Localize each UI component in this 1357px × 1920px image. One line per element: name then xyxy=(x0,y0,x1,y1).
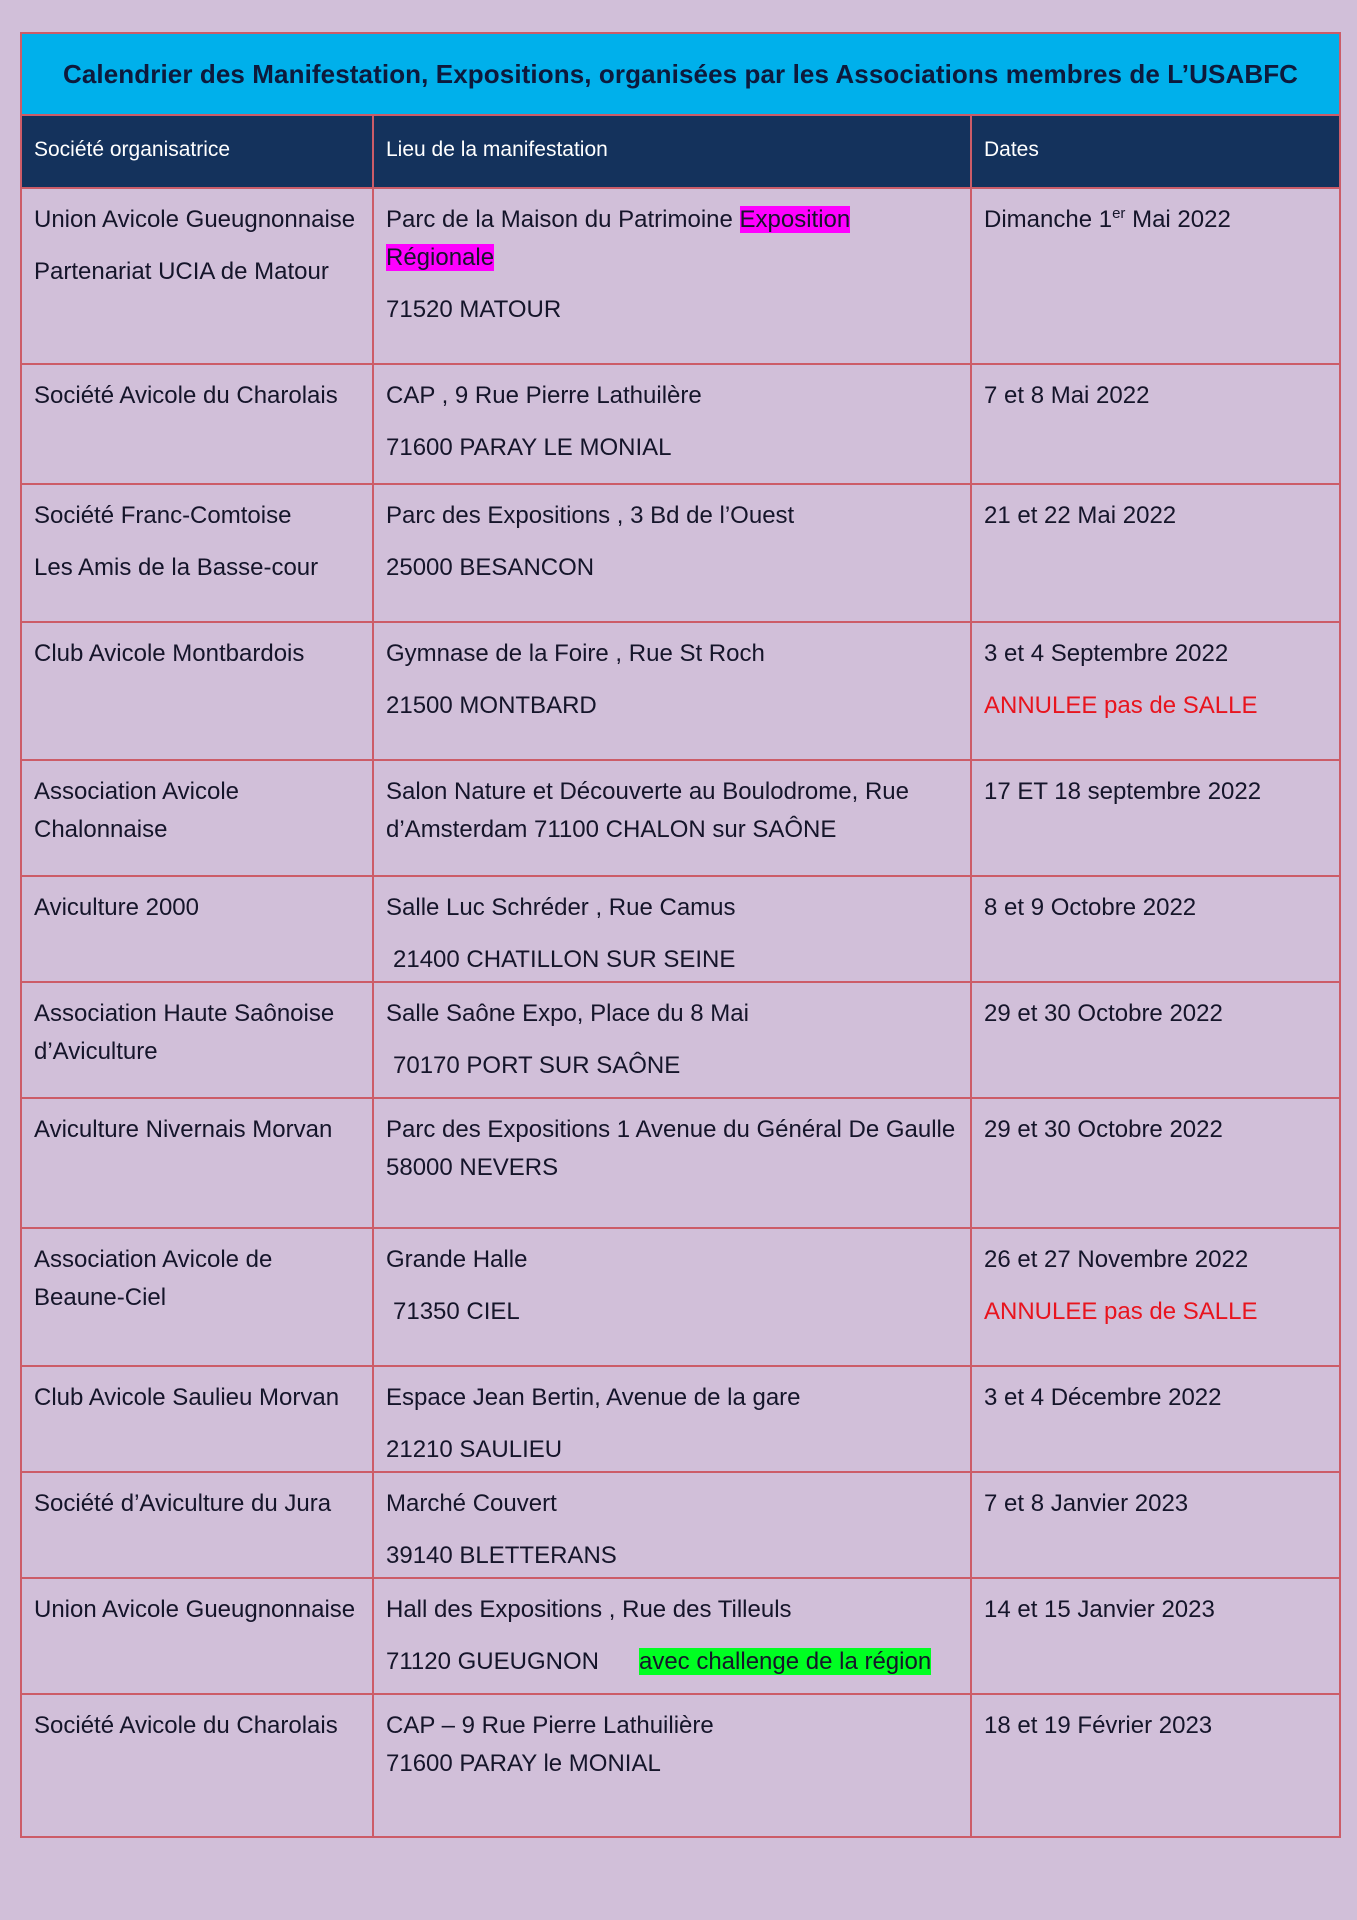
cell-date xyxy=(971,1366,1339,1472)
society-name: Union Avicole Gueugnonnaise xyxy=(34,1596,356,1623)
date-text: Dimanche 1 xyxy=(984,206,1113,233)
cell-society xyxy=(22,1472,373,1578)
cell-place xyxy=(373,1578,971,1694)
place-address: Parc des Expositions , 3 Bd de l’Ouest xyxy=(386,502,795,529)
cell-society xyxy=(22,876,373,982)
place-postcode: 71600 PARAY le MONIAL xyxy=(386,1750,661,1777)
events-table xyxy=(22,116,1339,1836)
table-header-row xyxy=(22,116,1339,188)
cell-date xyxy=(971,982,1339,1098)
place-address: Hall des Expositions , Rue des Tilleuls xyxy=(386,1596,792,1623)
cell-place xyxy=(373,1228,971,1366)
place-postcode: 71350 CIEL xyxy=(393,1298,520,1325)
cell-date xyxy=(971,1578,1339,1694)
cell-date xyxy=(971,364,1339,484)
cell-date xyxy=(971,622,1339,760)
society-name: Société Avicole du Charolais xyxy=(34,382,338,409)
cell-place xyxy=(373,622,971,760)
cell-place xyxy=(373,1098,971,1228)
society-name: Société Franc-Comtoise xyxy=(34,502,292,529)
date-text: 17 ET 18 septembre 2022 xyxy=(984,778,1262,805)
date-text: 14 et 15 Janvier 2023 xyxy=(984,1596,1215,1623)
header-society: Société organisatrice xyxy=(22,116,373,188)
date-text: 7 et 8 Janvier 2023 xyxy=(984,1490,1189,1517)
table-row xyxy=(22,1472,1339,1578)
table-row xyxy=(22,484,1339,622)
society-name: Union Avicole Gueugnonnaise xyxy=(34,206,356,233)
date-text: 8 et 9 Octobre 2022 xyxy=(984,894,1197,921)
place-postcode: 21400 CHATILLON SUR SEINE xyxy=(393,946,736,973)
date-ordinal: er xyxy=(1112,205,1126,222)
cell-date xyxy=(971,876,1339,982)
cell-place xyxy=(373,484,971,622)
table-row xyxy=(22,364,1339,484)
place-address: CAP , 9 Rue Pierre Lathuilère xyxy=(386,382,702,409)
place-highlight: avec challenge de la région xyxy=(638,1648,932,1675)
place-postcode: 25000 BESANCON xyxy=(386,554,595,581)
cell-place xyxy=(373,1366,971,1472)
cell-society xyxy=(22,1366,373,1472)
place-postcode: 39140 BLETTERANS xyxy=(386,1542,617,1569)
place-highlight: Exposition Régionale xyxy=(386,206,851,271)
cell-place xyxy=(373,1472,971,1578)
cancelled-status: ANNULEE pas de SALLE xyxy=(984,692,1258,719)
cell-society xyxy=(22,188,373,364)
table-row xyxy=(22,1366,1339,1472)
table-row xyxy=(22,188,1339,364)
society-name: Aviculture 2000 xyxy=(34,894,199,921)
place-postcode: 70170 PORT SUR SAÔNE xyxy=(393,1052,681,1079)
cell-society xyxy=(22,982,373,1098)
cell-date xyxy=(971,760,1339,876)
society-name: Association Avicole Chalonnaise xyxy=(34,778,240,843)
place-address: Salle Saône Expo, Place du 8 Mai xyxy=(386,1000,749,1027)
calendar-document xyxy=(20,32,1341,1838)
cell-date xyxy=(971,1694,1339,1836)
cell-society xyxy=(22,484,373,622)
date-text: 26 et 27 Novembre 2022 xyxy=(984,1246,1249,1273)
place-address: Salon Nature et Découverte au Boulodrome, Rue d’Amsterdam 71100 CHALON sur SAÔNE xyxy=(386,778,909,843)
cell-place xyxy=(373,982,971,1098)
page-title: Calendrier des Manifestation, Expositions, organisées par les Associations membres de L’USABFC xyxy=(62,58,1299,89)
cell-society xyxy=(22,622,373,760)
society-name: Aviculture Nivernais Morvan xyxy=(34,1116,333,1143)
society-name: Société Avicole du Charolais xyxy=(34,1712,338,1739)
place-address: CAP – 9 Rue Pierre Lathuilière xyxy=(386,1712,714,1739)
society-name: Association Haute Saônoise d’Aviculture xyxy=(34,1000,335,1065)
place-text: Parc de la Maison du Patrimoine xyxy=(386,206,740,233)
date-text: 7 et 8 Mai 2022 xyxy=(984,382,1150,409)
society-partner: Partenariat UCIA de Matour xyxy=(34,258,329,285)
cell-society xyxy=(22,1694,373,1836)
society-name: Société d’Aviculture du Jura xyxy=(34,1490,332,1517)
date-text: 3 et 4 Septembre 2022 xyxy=(984,640,1229,667)
title-bar xyxy=(22,34,1339,116)
date-text: 3 et 4 Décembre 2022 xyxy=(984,1384,1222,1411)
place-address: Espace Jean Bertin, Avenue de la gare xyxy=(386,1384,801,1411)
place-address: Salle Luc Schréder , Rue Camus xyxy=(386,894,736,921)
cell-society xyxy=(22,1098,373,1228)
society-name: Club Avicole Saulieu Morvan xyxy=(34,1384,340,1411)
cell-society xyxy=(22,364,373,484)
cell-date xyxy=(971,188,1339,364)
place-postcode: 21500 MONTBARD xyxy=(386,692,597,719)
cell-place xyxy=(373,876,971,982)
table-row xyxy=(22,982,1339,1098)
society-name: Club Avicole Montbardois xyxy=(34,640,305,667)
cell-society xyxy=(22,760,373,876)
cell-place xyxy=(373,364,971,484)
place-postcode: 21210 SAULIEU xyxy=(386,1436,563,1463)
date-text: 21 et 22 Mai 2022 xyxy=(984,502,1177,529)
cell-place xyxy=(373,1694,971,1836)
place-postcode: 71600 PARAY LE MONIAL xyxy=(386,434,672,461)
cell-date xyxy=(971,1472,1339,1578)
date-text-end: Mai 2022 xyxy=(1125,206,1231,233)
cell-place xyxy=(373,760,971,876)
cell-society xyxy=(22,1228,373,1366)
table-row xyxy=(22,1098,1339,1228)
cell-place xyxy=(373,188,971,364)
table-row xyxy=(22,1694,1339,1836)
table-row xyxy=(22,1228,1339,1366)
place-address: Marché Couvert xyxy=(386,1490,557,1517)
table-row xyxy=(22,760,1339,876)
cell-date xyxy=(971,1098,1339,1228)
place-address: Parc des Expositions 1 Avenue du Général De Gaulle 58000 NEVERS xyxy=(386,1116,956,1181)
place-postcode-line xyxy=(386,1643,958,1681)
cell-date xyxy=(971,1228,1339,1366)
table-row xyxy=(22,876,1339,982)
place-postcode: 71520 MATOUR xyxy=(386,296,562,323)
cell-date xyxy=(971,484,1339,622)
place-address: Grande Halle xyxy=(386,1246,528,1273)
cell-society xyxy=(22,1578,373,1694)
society-name: Association Avicole de Beaune-Ciel xyxy=(34,1246,273,1311)
place-postcode: 71120 GUEUGNON xyxy=(386,1648,599,1675)
date-text: 29 et 30 Octobre 2022 xyxy=(984,1000,1223,1027)
date-text: 18 et 19 Février 2023 xyxy=(984,1712,1213,1739)
header-dates: Dates xyxy=(971,116,1339,188)
table-row xyxy=(22,622,1339,760)
date-text: 29 et 30 Octobre 2022 xyxy=(984,1116,1223,1143)
place-address: Gymnase de la Foire , Rue St Roch xyxy=(386,640,765,667)
society-name-2: Les Amis de la Basse-cour xyxy=(34,554,319,581)
table-row xyxy=(22,1578,1339,1694)
cancelled-status: ANNULEE pas de SALLE xyxy=(984,1298,1258,1325)
header-place: Lieu de la manifestation xyxy=(373,116,971,188)
